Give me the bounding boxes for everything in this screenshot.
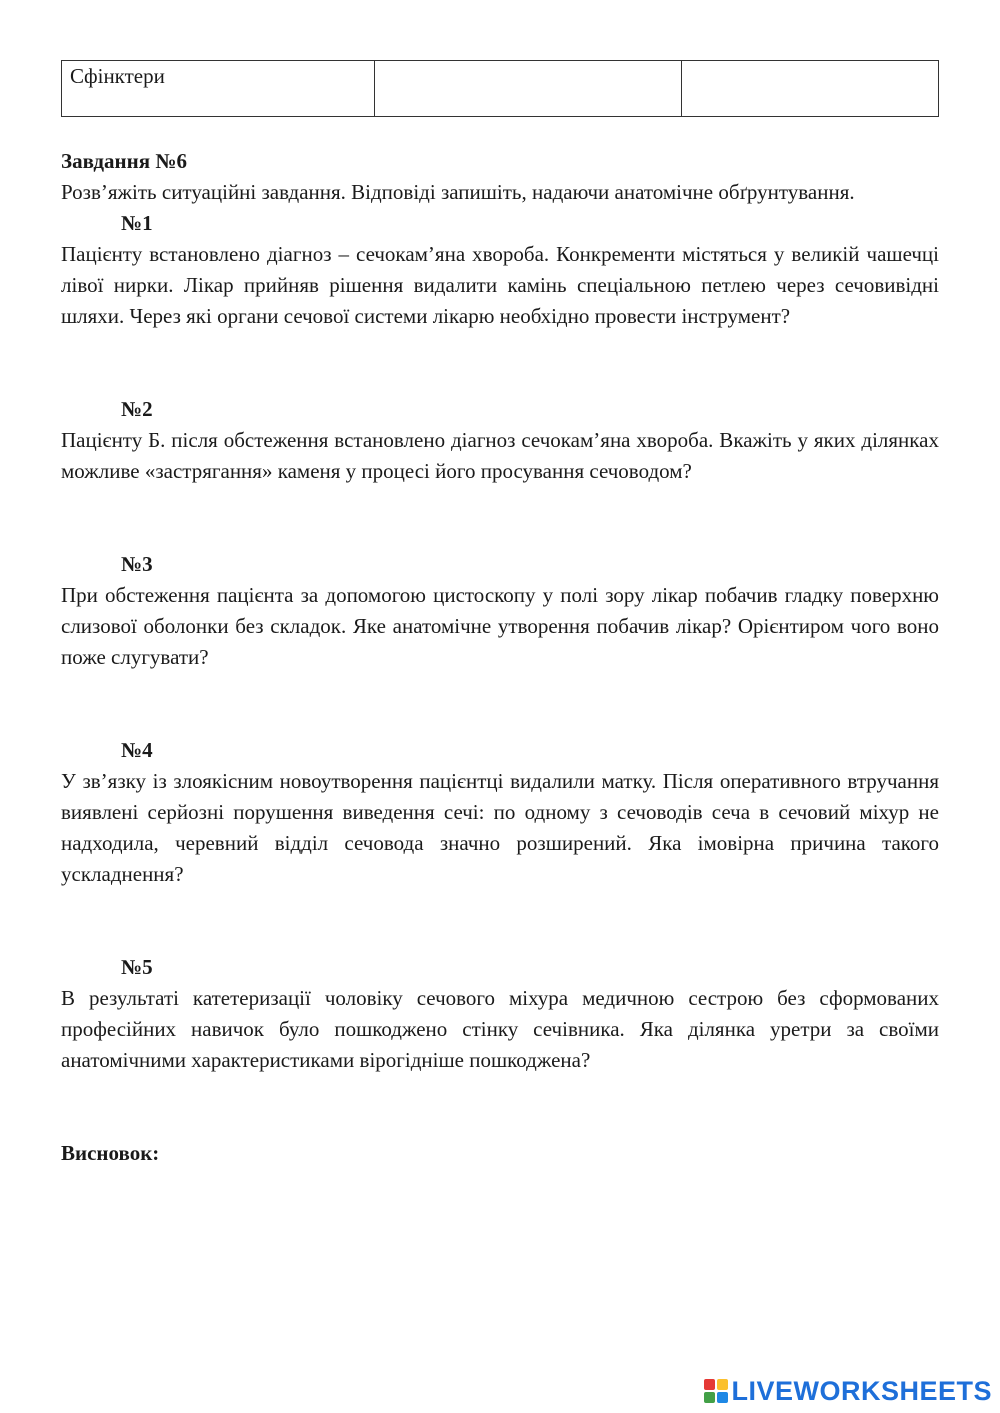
task-title: Завдання №6 (61, 149, 187, 173)
table-cell-answer-2 (682, 61, 939, 117)
logo-tile-blue (717, 1392, 728, 1403)
problem-1-text: Пацієнту встановлено діагноз – сечокам’яна хвороба. Конкременти містяться у великій чашечці лівої нирки. Лікар прийняв рішення видалити камінь спеціальною петлею через сечовивідні шляхи. Через які органи сечової системи лікарю необхідно провести інструмент? (61, 242, 939, 328)
table-cell-label: Сфінктери (62, 61, 375, 117)
answer-space-2 (61, 487, 939, 549)
answer-space-5 (61, 1076, 939, 1138)
liveworksheets-logo-icon (704, 1379, 728, 1403)
problem-2-number: №2 (121, 397, 153, 421)
logo-tile-red (704, 1379, 715, 1390)
problem-3-text: При обстеження пацієнта за допомогою цистоскопу у полі зору лікар побачив гладку поверхню слизової оболонки без складок. Яке анатомічне утворення побачив лікар? Орієнтиром чого воно поже слугувати? (61, 583, 939, 669)
problem-4-number: №4 (121, 738, 153, 762)
task-content (61, 146, 939, 1169)
answer-space-3 (61, 673, 939, 735)
problem-3-number: №3 (121, 552, 153, 576)
logo-tile-yellow (717, 1379, 728, 1390)
problem-5-text: В результаті катетеризації чоловіку сечового міхура медичною сестрою без сформованих професійних навичок було пошкоджено стінку сечівника. Яка ділянка уретри за своїми анатомічними характеристиками вірогідніше пошкоджена? (61, 986, 939, 1072)
table-cell-answer-1 (375, 61, 682, 117)
liveworksheets-logo[interactable] (704, 1375, 992, 1407)
task-intro: Розв’яжіть ситуаційні завдання. Відповіді запишіть, надаючи анатомічне обґрунтування. (61, 180, 855, 204)
problem-2-text: Пацієнту Б. після обстеження встановлено діагноз сечокам’яна хвороба. Вкажіть у яких ділянках можливе «застрягання» каменя у процесі його просування сечоводом? (61, 428, 939, 483)
table-row (62, 61, 939, 117)
problem-5-number: №5 (121, 955, 153, 979)
conclusion-label: Висновок: (61, 1141, 160, 1165)
problem-4-text: У зв’язку із злоякісним новоутворення пацієнтці видалили матку. Після оперативного втручання виявлені серйозні порушення виведення сечі: по одному з сечоводів сеча в сечовий міхур не надходила, черевний відділ сечовода значно розширений. Яка імовірна причина такого ускладнення? (61, 769, 939, 886)
logo-text: LIVEWORKSHEETS (731, 1375, 992, 1406)
answer-space-4 (61, 890, 939, 952)
answer-space-1 (61, 332, 939, 394)
sphincter-table (61, 60, 939, 117)
logo-tile-green (704, 1392, 715, 1403)
problem-1-number: №1 (121, 211, 153, 235)
